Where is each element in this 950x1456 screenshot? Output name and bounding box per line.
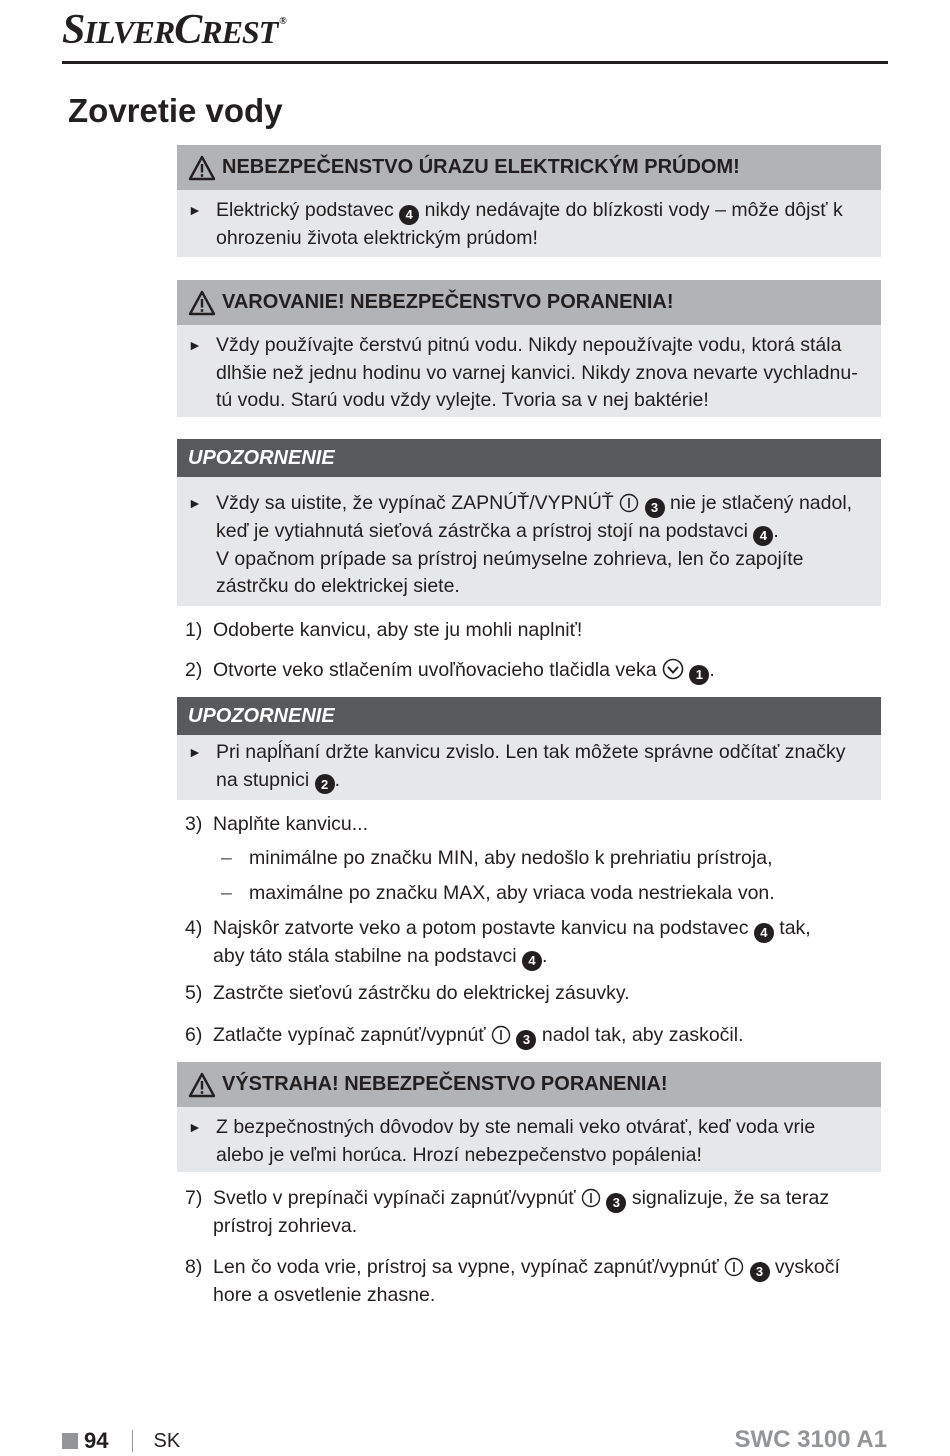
box-heading: UPOZORNENIE xyxy=(177,439,881,477)
ref-number: 3 xyxy=(645,498,665,518)
box-body: ► Z bezpečnostných dôvodov by ste nemali veko otvárať, keď voda vrie alebo je veľmi horúca. Hrozí nebezpečenstvo popálenia! xyxy=(188,1116,816,1166)
ref-number: 4 xyxy=(754,923,774,943)
header-rule xyxy=(62,61,888,64)
step-5: 5) Zastrčte sieťovú zástrčku do elektrickej zásuvky. xyxy=(185,982,630,1004)
step-3-sub-2: – maximálne po značku MAX, aby vriaca voda nestriekala von. xyxy=(221,882,775,904)
step-3: 3) Naplňte kanvicu... xyxy=(185,813,369,835)
box-heading: VÝSTRAHA! NEBEZPEČENSTVO PORANENIA! xyxy=(177,1062,881,1107)
warning-box-scald xyxy=(177,1062,881,1172)
page-title: Zovretie vody xyxy=(68,92,283,129)
box-body: ► Vždy používajte čerstvú pitnú vodu. Nikdy nepoužívajte vodu, ktorá stála dlhšie než jednu hodinu vo varnej kanvici. Nikdy znova nevarte vychladnu- tú vodu. Starú vodu vždy vylejte. Tvoria sa v nej baktérie! xyxy=(188,334,858,412)
ref-number: 3 xyxy=(750,1262,770,1282)
ref-number: 1 xyxy=(689,665,709,685)
note-box-switch xyxy=(177,439,881,606)
box-heading: UPOZORNENIE xyxy=(177,697,881,735)
box-heading: NEBEZPEČENSTVO ÚRAZU ELEKTRICKÝM PRÚDOM! xyxy=(177,145,881,190)
power-switch-icon xyxy=(581,1188,601,1208)
warning-box-injury xyxy=(177,280,881,417)
box-heading: VAROVANIE! NEBEZPEČENSTVO PORANENIA! xyxy=(177,280,881,325)
power-switch-icon xyxy=(619,493,639,513)
step-1: 1) Odoberte kanvicu, aby ste ju mohli naplniť! xyxy=(185,619,583,641)
bullet-arrow-icon: ► xyxy=(188,1119,202,1135)
language-code: SK xyxy=(153,1429,181,1452)
step-4: 4) Najskôr zatvorte veko a potom postavte kanvicu na podstavec 4 tak, aby táto stála stabilne na podstavci 4 . xyxy=(185,915,811,971)
warning-triangle-icon xyxy=(188,1072,216,1098)
ref-number: 3 xyxy=(516,1030,536,1050)
bullet-arrow-icon: ► xyxy=(188,202,202,218)
warning-triangle-icon xyxy=(188,290,216,316)
ref-number: 3 xyxy=(606,1193,626,1213)
box-body: ► Pri napĺňaní držte kanvicu zvislo. Len tak môžete správne odčítať značky na stupnici 2 . xyxy=(177,735,881,800)
note-box-filling xyxy=(177,697,881,800)
box-body: ► Vždy sa uistite, že vypínač ZAPNÚŤ/VYPNÚŤ 3 nie je stlačený nadol, keď je vytiahnutá sieťová zástrčka a prístroj stojí na podstavci 4 . V opačnom prípade sa prístroj neúmyselne zohrieva, len čo zapojíte zástrčku do elektrickej siete. xyxy=(188,492,853,598)
footer-divider xyxy=(132,1430,133,1452)
power-switch-icon xyxy=(724,1257,744,1277)
bullet-arrow-icon: ► xyxy=(188,744,202,760)
model-number: SWC 3100 A1 xyxy=(734,1426,887,1453)
ref-number: 4 xyxy=(399,205,419,225)
step-8: 8) Len čo voda vrie, prístroj sa vypne, vypínač zapnúť/vypnúť 3 vyskočí hore a osvetlenie zhasne. xyxy=(185,1256,840,1306)
step-3-sub-1: – minimálne po značku MIN, aby nedošlo k prehriatiu prístroja, xyxy=(221,847,773,869)
step-2: 2) Otvorte veko stlačením uvoľňovacieho tlačidla veka 1 . xyxy=(185,657,715,685)
step-7: 7) Svetlo v prepínači vypínači zapnúť/vypnúť 3 signalizuje, že sa teraz prístroj zohrieva. xyxy=(185,1187,830,1237)
bullet-arrow-icon: ► xyxy=(188,495,202,511)
footer-left xyxy=(62,1426,180,1456)
power-switch-icon xyxy=(491,1025,511,1045)
brand-logo: S ILVER C REST ® xyxy=(62,7,286,53)
bullet-arrow-icon: ► xyxy=(188,337,202,353)
step-6: 6) Zatlačte vypínač zapnúť/vypnúť 3 nadol tak, aby zaskočil. xyxy=(185,1022,744,1050)
ref-number: 4 xyxy=(522,951,542,971)
ref-number: 2 xyxy=(315,774,335,794)
box-body: ► Elektrický podstavec 4 nikdy nedávajte do blízkosti vody – môže dôjsť k ohrozeniu života elektrickým prúdom! xyxy=(188,199,843,249)
ref-number: 4 xyxy=(753,526,773,546)
warning-triangle-icon xyxy=(188,155,216,181)
danger-box-electric xyxy=(177,145,881,257)
page-number: 94 xyxy=(84,1428,109,1453)
page-marker-square xyxy=(62,1433,78,1449)
lid-release-icon xyxy=(662,658,684,680)
